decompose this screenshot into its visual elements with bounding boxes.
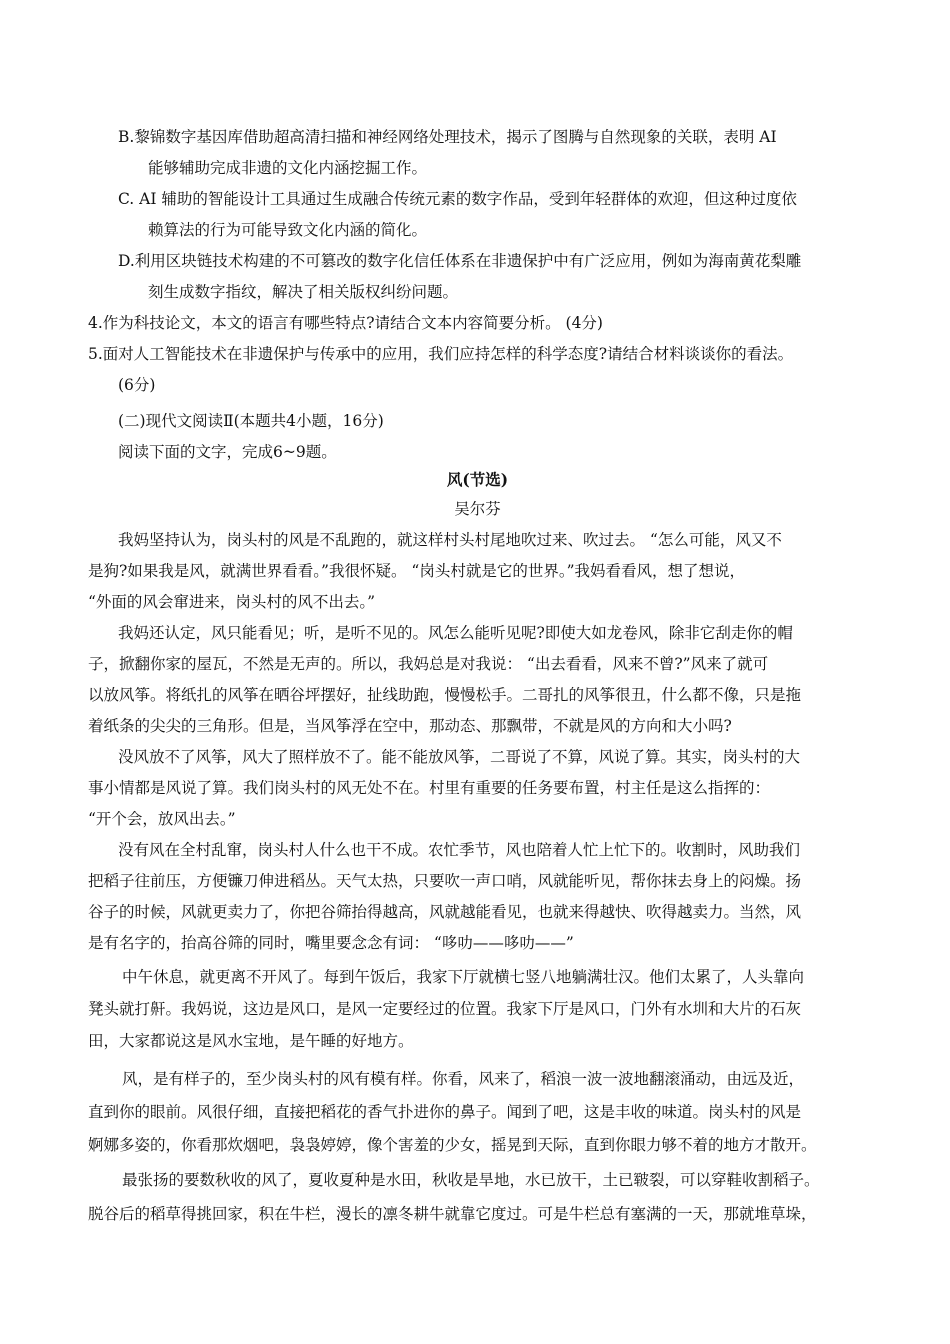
section-instruction: 阅读下面的文字，完成6~9题。 — [118, 443, 337, 461]
article-line: 没有风在全村乱窜，岗头村人什么也干不成。农忙季节，风也陪着人忙上忙下的。收割时，风助我们 — [118, 841, 801, 859]
article-line: 田，大家都说这是风水宝地，是午睡的好地方。 — [88, 1032, 414, 1050]
article-line: “开个会，放风出去。” — [88, 810, 236, 828]
article-line: 中午休息，就更离不开风了。每到午饭后，我家下厅就横七竖八地躺满壮汉。他们太累了，人头靠向 — [122, 968, 805, 986]
section-heading: (二)现代文阅读Ⅱ(本题共4小题，16分) — [118, 412, 384, 430]
question-5-line-2: (6分) — [118, 376, 156, 394]
article-line: 直到你的眼前。风很仔细，直接把稻花的香气扑进你的鼻子。闻到了吧，这是丰收的味道。岗头村的风是 — [88, 1103, 802, 1121]
article-line: 没风放不了风筝，风大了照样放不了。能不能放风筝，二哥说了不算，风说了算。其实，岗头村的大 — [118, 748, 801, 766]
article-line: 是狗?如果我是风，就满世界看看。”我很怀疑。 “岗头村就是它的世界。”我妈看看风，想了想说， — [88, 562, 746, 580]
article-line: 凳头就打鼾。我妈说，这边是风口，是风一定要经过的位置。我家下厅是风口，门外有水圳和大片的石灰 — [88, 1000, 802, 1018]
article-line: “外面的风会窜进来，岗头村的风不出去。” — [88, 593, 376, 611]
option-c-line-1: C. AI 辅助的智能设计工具通过生成融合传统元素的数字作品，受到年轻群体的欢迎，但这种过度依 — [118, 190, 797, 208]
article-line: 我妈还认定，风只能看见；听，是听不见的。风怎么能听见呢?即使大如龙卷风，除非它刮走你的帽 — [118, 624, 793, 642]
article-line: 子，掀翻你家的屋瓦，不然是无声的。所以，我妈总是对我说： “出去看看，风来不曾?”风来了就可 — [88, 655, 769, 673]
question-5-line-1: 5.面对人工智能技术在非遗保护与传承中的应用，我们应持怎样的科学态度?请结合材料谈谈你的看法。 — [88, 345, 794, 363]
article-line: 我妈坚持认为，岗头村的风是不乱跑的，就这样村头村尾地吹过来、吹过去。 “怎么可能，风又不 — [118, 531, 782, 549]
article-line: 风，是有样子的，至少岗头村的风有模有样。你看，风来了，稻浪一波一波地翻滚涌动，由远及近， — [122, 1070, 805, 1088]
article-author: 吴尔芬 — [454, 500, 501, 518]
question-4: 4.作为科技论文，本文的语言有哪些特点?请结合文本内容简要分析。 (4分) — [88, 314, 603, 332]
article-line: 以放风筝。将纸扎的风筝在晒谷坪摆好，扯线助跑，慢慢松手。二哥扎的风筝很丑，什么都不像，只是拖 — [88, 686, 802, 704]
article-line: 是有名字的，抬高谷筛的同时，嘴里要念念有词： “哆叻——哆叻——” — [88, 934, 574, 952]
article-line: 脱谷后的稻草得挑回家，积在牛栏，漫长的凛冬耕牛就靠它度过。可是牛栏总有塞满的一天，那就堆草垛， — [88, 1205, 817, 1223]
option-b-line-2: 能够辅助完成非遗的文化内涵挖掘工作。 — [148, 159, 428, 177]
article-line: 把稻子往前压，方便镰刀伸进稻丛。天气太热，只要吹一声口哨，风就能听见，帮你抹去身上的闷燥。扬 — [88, 872, 802, 890]
article-line: 着纸条的尖尖的三角形。但是，当风筝浮在空中，那动态、那飘带，不就是风的方向和大小吗? — [88, 717, 732, 735]
option-d-line-2: 刻生成数字指纹，解决了相关版权纠纷问题。 — [148, 283, 459, 301]
option-c-line-2: 赖算法的行为可能导致文化内涵的简化。 — [148, 221, 428, 239]
article-line: 事小情都是风说了算。我们岗头村的风无处不在。村里有重要的任务要布置，村主任是这么指挥的： — [88, 779, 771, 797]
article-line: 婀娜多姿的，你看那炊烟吧，袅袅婷婷，像个害羞的少女，摇晃到天际，直到你眼力够不着的地方才散开。 — [88, 1136, 817, 1154]
article-line: 谷子的时候，风就更卖力了，你把谷筛抬得越高，风就越能看见，也就来得越快、吹得越卖力。当然，风 — [88, 903, 802, 921]
article-title: 风(节选) — [446, 470, 509, 489]
option-b-line-1: B.黎锦数字基因库借助超高清扫描和神经网络处理技术，揭示了图腾与自然现象的关联，表明 AI — [118, 128, 777, 146]
option-d-line-1: D.利用区块链技术构建的不可篡改的数字化信任体系在非遗保护中有广泛应用，例如为海南黄花梨雕 — [118, 252, 802, 270]
article-line: 最张扬的要数秋收的风了，夏收夏种是水田，秋收是旱地，水已放干，土已皲裂，可以穿鞋收割稻子。 — [122, 1171, 820, 1189]
